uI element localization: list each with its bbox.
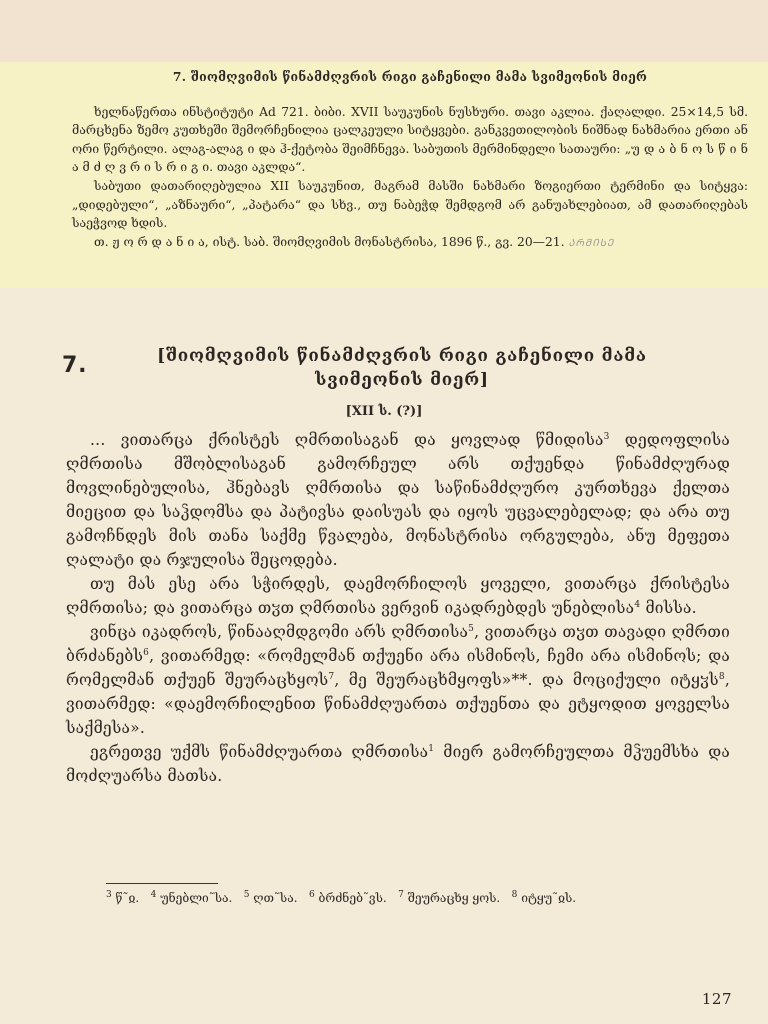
footnote-ref: 1 (428, 743, 435, 754)
footnote-text: შეურაცხყ ყოს. (403, 891, 501, 905)
page-number: 127 (701, 990, 732, 1008)
section-title: [შიომღვიმის წინამძღვრის რიგი გაჩენილი მამა სვიმეონის მიერ] (157, 346, 647, 390)
note-paragraph: ხელნაწერთა ინსტიტუტი Ad 721. ბიბი. XVII საუკუნის ნუსხური. თავი აკლია. ქაღალდი. 25×14,5 სმ. მარცხენა ზემო კუთხეში შემორჩენილია ცალკეული სიტყვები. განკვეთილობის ნიშნად ნახმარია ერთი ან ორი წერტილი. ალაგ-ალაგ ი და ჰ-ქეტობა შეიმჩნევა. საბუთის მერმინდელი სათაური: „უ დ ა ბ ნ ო ს წ ი ნ ა მ ძ ღ ვ რ ი ს რ ი გ ი. თავი აკლდა“. (72, 104, 748, 175)
footnote-text: უნებლი˜სა. (156, 891, 233, 905)
document-body (66, 428, 730, 788)
body-paragraph: ვინცა იკადროს, წინააღმდგომი არს ღმრთისა$^5$, ვითარცა თჳთ თავადი ღმრთი ბრძანებს$^6$, ვითარმედ: «რომელმან თქუენი არა ისმინოს, ჩემი არა ისმინოს; და რომელმან თქუენ შეურაცხყოს$^7$, მე შეურაცხმყოფს»**. და მოციქული იტყჳს$^8$, ვითარმედ: «დაემორჩილენით წინამძღუართა თქუენთა და ეტყოდით ყოველსა საქმესა». (66, 623, 731, 737)
footnote-ref: 5 (468, 623, 475, 634)
footnote-ref: 6 (143, 647, 150, 658)
footnote-ref: 8 (718, 671, 725, 682)
footnote-text: ღთ˜სა. (249, 891, 298, 905)
editorial-note (72, 68, 748, 253)
footnotes (106, 889, 746, 907)
footnote-ref: 4 (634, 599, 641, 610)
body-paragraph: ... ვითარცა ქრისტეს ღმრთისაგან და ყოვლად წმიდისა$^3$ დედოფლისა ღმრთისა მშობლისაგან გამორჩეულ არს თქუენდა წინამძღურად მოვლინებულისა, ჰნებავს ღმრთისა და საწინამძღურო კურთხევა ქელთა მიეცით და საჴდომსა და პატივსა დაისუას და იყოს უცვალებელად; და არა თუ გამოჩნდეს მის თანა საქმე წვალება, მონასტრისა ორგულება, ანუ მეფეთა ღალატი და რჯულისა შეცოდება. (66, 431, 730, 569)
library-stamp: ᲐᲠᲛᲘᲡᲔ (568, 237, 615, 249)
footnote-text: იტყუ˜ჲს. (517, 891, 577, 905)
footnote-number: 8 (511, 890, 518, 900)
document-main (0, 288, 768, 1024)
footnote-ref: 7 (328, 671, 335, 682)
note-source-text: თ. ჟ ო რ დ ა ნ ი ა, ისტ. საბ. შიომღვიმის მონასტრისა, 1896 წ., გვ. 20—21. (94, 234, 565, 249)
note-heading: 7. შიომღვიმის წინამძღვრის რიგი გაჩენილი მამა სვიმეონის მიერ (172, 69, 648, 84)
note-paragraph: საბუთი დათარიღებულია XII საუკუნით, მაგრამ მასში ნახმარი ზოგიერთი ტერმინი და სიტყვა: „დიდებული“, „აზნაური“, „პატარა“ და სხვ., თუ ნაბეჭდ შემდგომ არ განუახლებიათ, ამ დათარიღებას საეჭვოდ ხდის. (72, 178, 748, 231)
note-source (72, 233, 748, 254)
editorial-note-block (0, 62, 768, 288)
body-paragraph: ეგრეთვე უქმს წინამძღუართა ღმრთისა$^1$ მიერ გამორჩეულთა მჴუემსხა და მოძღუარსა მათსა. (66, 743, 730, 785)
body-paragraph: თუ მას ესე არა სჭირდეს, დაემორჩილოს ყოველი, ვითარცა ქრისტესა ღმრთისა; და ვითარცა თჳთ ღმრთისა ვერვინ იკადრებდეს უნებლისა$^4$ მისსა. (66, 575, 730, 617)
footnote-number: 5 (243, 890, 250, 900)
footnote-number: 6 (308, 890, 315, 900)
footnote-number: 4 (150, 890, 157, 900)
section-heading (62, 344, 702, 392)
footnote-text: ბრძნებ˜ვს. (314, 891, 387, 905)
footnote-ref: 3 (603, 431, 610, 442)
footnote-number: 3 (106, 890, 112, 900)
section-number: 7. (62, 353, 88, 378)
page-top-margin (0, 0, 768, 62)
footnote-divider (106, 883, 218, 884)
section-date: [XII ს. (?)] (345, 404, 423, 419)
footnote-number: 7 (398, 890, 404, 900)
footnote-text: წ˜ჲ. (111, 891, 140, 905)
